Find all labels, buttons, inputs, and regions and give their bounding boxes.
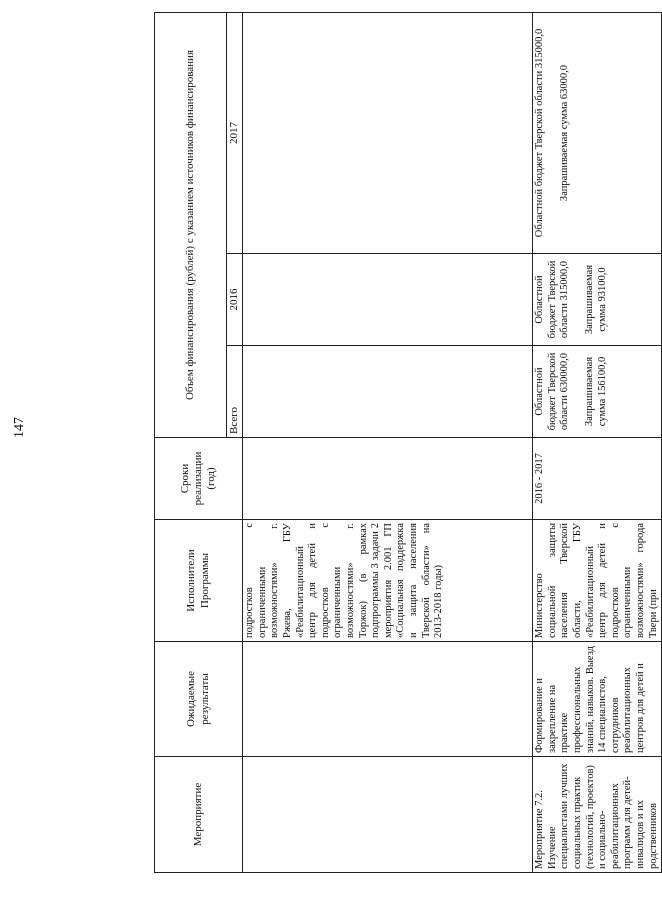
header-activity: Мероприятие: [155, 757, 243, 873]
row-2017: [533, 13, 662, 254]
row-timeline: 2016 - 2017: [533, 438, 662, 520]
row-total: [533, 346, 662, 438]
rotated-page-content: [154, 13, 659, 873]
y2017-request: Запрашиваемая сумма 63000,0: [558, 64, 570, 202]
row-activity: Мероприятие 7.2. Изучение специалистами лучших социальных практик (технологий, проектов) и социально-реабилитационных программ для детей-инвалидов и их родственников: [533, 757, 662, 873]
table-row: [243, 13, 533, 873]
row-total: [243, 346, 533, 438]
header-year-2016: 2016: [227, 254, 243, 346]
total-source: Областной бюджет Тверской области 630000,0: [534, 352, 571, 431]
header-expected-results: Ожидаемые результаты: [155, 642, 243, 757]
header-row: [155, 13, 227, 873]
spacer: [572, 257, 584, 342]
y2016-request: Запрашиваемая сумма 93100,0: [583, 264, 608, 335]
row-executors: Министерство социальной защиты населения Тверской области, ГБУ «Реабилитационный центр для детей и подростков с ограниченными возможностями» города Твери (при: [533, 520, 662, 642]
table-row: [533, 13, 662, 873]
spacer: [572, 349, 584, 434]
row-2017: [243, 13, 533, 254]
header-executors: Исполнители Программы: [155, 520, 243, 642]
header-funding: Объем финансирования (рублей) с указанием источников финансирования: [155, 13, 227, 438]
y2016-source: Областной бюджет Тверской области 315000,0: [534, 260, 571, 339]
total-request: Запрашиваемая сумма 156100,0: [583, 356, 608, 427]
spacer: [547, 16, 559, 250]
row-2016: [533, 254, 662, 346]
row-activity: [243, 757, 533, 873]
program-table: [154, 12, 662, 873]
header-year-2017: 2017: [227, 13, 243, 254]
row-results: Формирование и закрепление на практике профессиональных знаний, навыков. Выезд 14 специалистов, сотрудников реабилитационных центров для детей и: [533, 642, 662, 757]
row-executors: подростков с ограниченными возможностями» г. Ржева, ГБУ «Реабилитационный центр для детей и подростков с ограниченными возможностями» г. Торжок) (в рамках подпрограммы 3 задачи 2 мероприятия 2.001 ГП «Социальная поддержка и защита населения Тверской области» на 2013-2018 годы): [243, 520, 533, 642]
row-results: [243, 642, 533, 757]
header-timeline: Сроки реализации (год): [155, 438, 243, 520]
row-2016: [243, 254, 533, 346]
header-total: Всего: [227, 346, 243, 438]
row-timeline: [243, 438, 533, 520]
page-number: 147: [12, 417, 27, 438]
y2017-source: Областной бюджет Тверской области 315000,0: [534, 28, 546, 238]
